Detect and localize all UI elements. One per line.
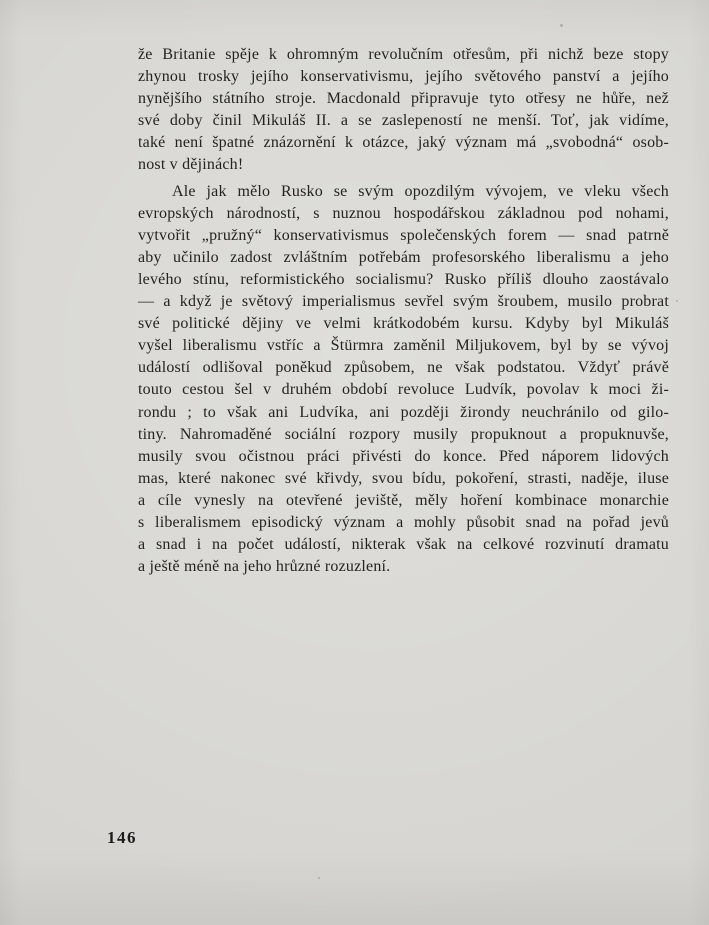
scan-speck (560, 24, 563, 27)
page-number: 146 (107, 828, 137, 847)
scan-speck (318, 877, 320, 879)
text-line: že Britanie spěje k ohromným revolučním otřesům, při nichž beze stopy (138, 46, 669, 63)
text-line: událostí odlišoval poněkud způsobem, ne však podstatou. Vždyť právě (138, 359, 669, 377)
text-line: levého stínu, reformistického socialismu? Rusko příliš dlouho zaostávalo (138, 270, 669, 288)
text-line: aby učinilo zadost zvláštním potřebám profesorského liberalismu a jeho (138, 248, 669, 266)
text-line: a cíle vynesly na otevřené jeviště, měly hoření kombinace monarchie (138, 491, 669, 509)
text-line: s liberalismem episodický význam a mohly působit snad na pořad jevů (138, 513, 669, 531)
paragraph (138, 44, 669, 177)
text-line: mas, které nakonec své křivdy, svou bídu, pokoření, strasti, naděje, iluse (138, 469, 669, 487)
paragraph (138, 181, 669, 579)
text-line: vyšel liberalismu vstříc a Štürmra zaměnil Miljukovem, byl by se vývoj (138, 337, 669, 355)
text-line: tiny. Nahromaděné sociální rozpory musily propuknout a propuknuvše, (138, 425, 669, 443)
text-line: své politické dějiny ve velmi krátkodobém kursu. Kdyby byl Mikuláš (138, 315, 669, 333)
text-line: vytvořit „pružný“ konservativismus společenských forem — snad patrně (138, 226, 669, 244)
text-line: nynějšího státního stroje. Macdonald připravuje tyto otřesy ne hůře, než (138, 90, 669, 108)
text-line: evropských národností, s nuznou hospodářskou základnou pod nohami, (138, 204, 669, 222)
text-line: musily svou očistnou práci přivésti do konce. Před náporem lidových (138, 447, 669, 465)
scan-speck (676, 300, 678, 302)
text-line: rondu ; to však ani Ludvíka, ani později žirondy neuchránilo od gilo- (138, 403, 669, 421)
text-line: Ale jak mělo Rusko se svým opozdilým vývojem, ve vleku všech (172, 182, 669, 200)
text-line: své doby činil Mikuláš II. a se zaslepeností ne menší. Toť, jak vidíme, (138, 112, 669, 130)
text-line: a snad i na počet událostí, nikterak však na celkové rozvinutí dramatu (138, 536, 669, 554)
text-block (138, 44, 669, 578)
text-line: nost v dějinách! (138, 156, 244, 174)
text-line: touto cestou šel v druhém období revoluce Ludvík, povolav k moci ži- (138, 381, 669, 399)
text-line: zhynou trosky jejího konservativismu, jejího světového panství a jejího (138, 68, 669, 86)
text-line: — a když je světový imperialismus sevřel svým šroubem, musilo probrat (138, 293, 669, 311)
text-line: a ještě méně na jeho hrůzné rozuzlení. (138, 558, 391, 576)
text-line: také není špatné znázornění k otázce, jaký význam má „svobodná“ osob- (138, 134, 669, 152)
